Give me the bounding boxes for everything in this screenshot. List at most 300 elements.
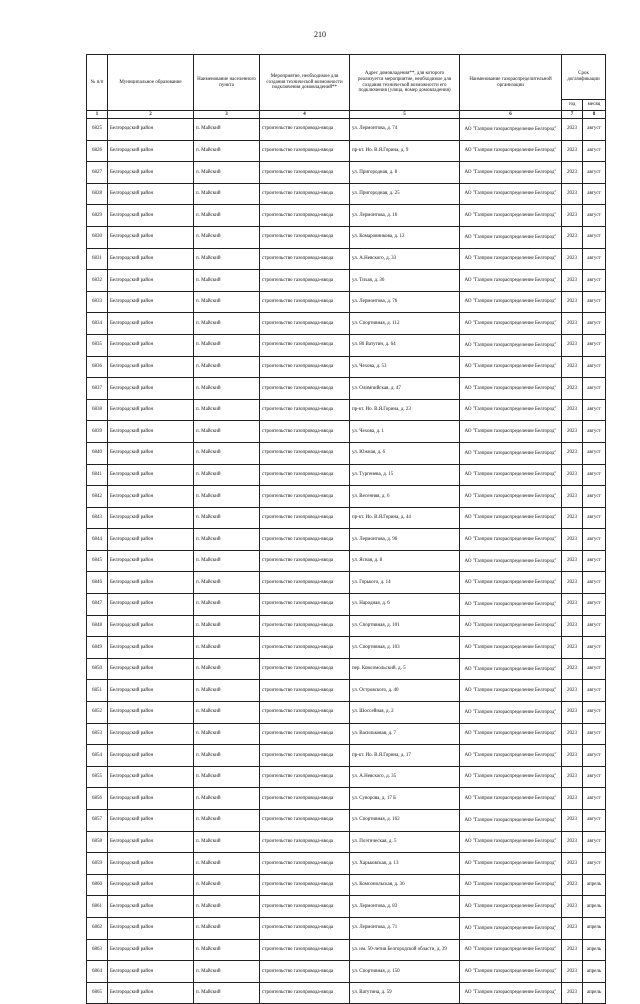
municipality-cell: Белгородский район <box>108 572 194 594</box>
measure-cell: строительство газопровода-ввода <box>260 550 350 572</box>
municipality-cell: Белгородский район <box>108 680 194 702</box>
address-cell: ул. Весенняя, д. 6 <box>350 486 460 508</box>
table-row <box>87 637 606 659</box>
org-cell: АО "Газпром газораспределение Белгород" <box>460 766 562 788</box>
address-cell: ул. Комаровникова, д. 12 <box>350 226 460 248</box>
row-number: 6847 <box>87 594 108 616</box>
settlement-cell: п. Майский <box>194 507 260 529</box>
month-cell: август <box>583 615 606 637</box>
settlement-cell: п. Майский <box>194 939 260 961</box>
year-cell: 2023 <box>562 723 583 745</box>
settlement-cell: п. Майский <box>194 248 260 270</box>
month-cell: август <box>583 334 606 356</box>
settlement-cell: п. Майский <box>194 313 260 335</box>
row-number: 6837 <box>87 378 108 400</box>
year-cell: 2023 <box>562 226 583 248</box>
measure-cell: строительство газопровода-ввода <box>260 486 350 508</box>
table-row <box>87 140 606 162</box>
month-cell: август <box>583 291 606 313</box>
org-cell: АО "Газпром газораспределение Белгород" <box>460 939 562 961</box>
org-cell: АО "Газпром газораспределение Белгород" <box>460 248 562 270</box>
year-cell: 2023 <box>562 917 583 939</box>
table-row <box>87 550 606 572</box>
municipality-cell: Белгородский район <box>108 399 194 421</box>
year-cell: 2023 <box>562 119 583 141</box>
measure-cell: строительство газопровода-ввода <box>260 205 350 227</box>
year-cell: 2023 <box>562 421 583 443</box>
address-cell: ул. Лермонтова, д. 83 <box>350 896 460 918</box>
measure-cell: строительство газопровода-ввода <box>260 896 350 918</box>
settlement-cell: п. Майский <box>194 421 260 443</box>
row-number: 6865 <box>87 982 108 1004</box>
address-cell: ул. им. 50-летия Белгородской области, д. 39 <box>350 939 460 961</box>
municipality-cell: Белгородский район <box>108 421 194 443</box>
row-number: 6851 <box>87 680 108 702</box>
month-cell: апрель <box>583 982 606 1004</box>
table-row <box>87 529 606 551</box>
municipality-cell: Белгородский район <box>108 442 194 464</box>
measure-cell: строительство газопровода-ввода <box>260 831 350 853</box>
org-cell: АО "Газпром газораспределение Белгород" <box>460 831 562 853</box>
address-cell: ул. Олимпийская, д. 47 <box>350 378 460 400</box>
year-cell: 2023 <box>562 680 583 702</box>
table-row <box>87 961 606 983</box>
address-cell: ул. Пригородная, д. 25 <box>350 183 460 205</box>
address-cell: ул. Шоссейная, д. 2 <box>350 702 460 724</box>
measure-cell: строительство газопровода-ввода <box>260 378 350 400</box>
address-cell: ул. А.Невского, д. 35 <box>350 766 460 788</box>
org-cell: АО "Газпром газораспределение Белгород" <box>460 140 562 162</box>
municipality-cell: Белгородский район <box>108 486 194 508</box>
table-row <box>87 896 606 918</box>
month-cell: август <box>583 378 606 400</box>
month-cell: август <box>583 399 606 421</box>
org-cell: АО "Газпром газораспределение Белгород" <box>460 723 562 745</box>
month-cell: август <box>583 745 606 767</box>
org-cell: АО "Газпром газораспределение Белгород" <box>460 896 562 918</box>
measure-cell: строительство газопровода-ввода <box>260 529 350 551</box>
month-cell: август <box>583 356 606 378</box>
year-cell: 2023 <box>562 486 583 508</box>
month-cell: апрель <box>583 896 606 918</box>
address-cell: ул. Комсомольская, д. 36 <box>350 874 460 896</box>
measure-cell: строительство газопровода-ввода <box>260 939 350 961</box>
month-cell: август <box>583 723 606 745</box>
settlement-cell: п. Майский <box>194 464 260 486</box>
measure-cell: строительство газопровода-ввода <box>260 291 350 313</box>
row-number: 6840 <box>87 442 108 464</box>
row-number: 6829 <box>87 205 108 227</box>
year-cell: 2023 <box>562 853 583 875</box>
address-cell: пер. Комсомольский, д. 5 <box>350 658 460 680</box>
year-cell: 2023 <box>562 183 583 205</box>
municipality-cell: Белгородский район <box>108 917 194 939</box>
settlement-cell: п. Майский <box>194 766 260 788</box>
header-year: год <box>562 100 583 111</box>
row-number: 6855 <box>87 766 108 788</box>
municipality-cell: Белгородский район <box>108 961 194 983</box>
year-cell: 2023 <box>562 334 583 356</box>
month-cell: август <box>583 486 606 508</box>
col-number: 8 <box>583 111 606 119</box>
municipality-cell: Белгородский район <box>108 334 194 356</box>
measure-cell: строительство газопровода-ввода <box>260 270 350 292</box>
year-cell: 2023 <box>562 140 583 162</box>
settlement-cell: п. Майский <box>194 874 260 896</box>
measure-cell: строительство газопровода-ввода <box>260 464 350 486</box>
settlement-cell: п. Майский <box>194 442 260 464</box>
municipality-cell: Белгородский район <box>108 507 194 529</box>
year-cell: 2023 <box>562 766 583 788</box>
org-cell: АО "Газпром газораспределение Белгород" <box>460 874 562 896</box>
header-measure: Мероприятие, необходимое для создания технической возможности подключения домовладений** <box>260 55 350 111</box>
org-cell: АО "Газпром газораспределение Белгород" <box>460 594 562 616</box>
header-settlement: Наименование населенного пункта <box>194 55 260 111</box>
table-row <box>87 939 606 961</box>
table-row <box>87 119 606 141</box>
col-number: 3 <box>194 111 260 119</box>
org-cell: АО "Газпром газораспределение Белгород" <box>460 961 562 983</box>
year-cell: 2023 <box>562 464 583 486</box>
year-cell: 2023 <box>562 594 583 616</box>
municipality-cell: Белгородский район <box>108 356 194 378</box>
org-cell: АО "Газпром газораспределение Белгород" <box>460 702 562 724</box>
table-row <box>87 248 606 270</box>
row-number: 6830 <box>87 226 108 248</box>
municipality-cell: Белгородский район <box>108 464 194 486</box>
row-number: 6832 <box>87 270 108 292</box>
municipality-cell: Белгородский район <box>108 248 194 270</box>
address-cell: ул. Лермонтова, д. 76 <box>350 291 460 313</box>
address-cell: ул. Народная, д. 6 <box>350 594 460 616</box>
municipality-cell: Белгородский район <box>108 291 194 313</box>
org-cell: АО "Газпром газораспределение Белгород" <box>460 205 562 227</box>
table-row <box>87 702 606 724</box>
table-row <box>87 399 606 421</box>
row-number: 6854 <box>87 745 108 767</box>
org-cell: АО "Газпром газораспределение Белгород" <box>460 615 562 637</box>
row-number: 6843 <box>87 507 108 529</box>
address-cell: ул. Пригородная, д. 8 <box>350 162 460 184</box>
org-cell: АО "Газпром газораспределение Белгород" <box>460 313 562 335</box>
settlement-cell: п. Майский <box>194 140 260 162</box>
row-number: 6860 <box>87 874 108 896</box>
measure-cell: строительство газопровода-ввода <box>260 356 350 378</box>
org-cell: АО "Газпром газораспределение Белгород" <box>460 291 562 313</box>
address-cell: ул. Васильковая, д. 7 <box>350 723 460 745</box>
year-cell: 2023 <box>562 745 583 767</box>
settlement-cell: п. Майский <box>194 788 260 810</box>
table-row <box>87 572 606 594</box>
month-cell: август <box>583 702 606 724</box>
table-row <box>87 723 606 745</box>
address-cell: пр-кт. Ио. В.Я.Горина, д. 17 <box>350 745 460 767</box>
year-cell: 2023 <box>562 961 583 983</box>
municipality-cell: Белгородский район <box>108 378 194 400</box>
col-number: 1 <box>87 111 108 119</box>
month-cell: август <box>583 205 606 227</box>
row-number: 6836 <box>87 356 108 378</box>
row-number: 6858 <box>87 831 108 853</box>
settlement-cell: п. Майский <box>194 486 260 508</box>
month-cell: август <box>583 248 606 270</box>
year-cell: 2023 <box>562 356 583 378</box>
row-number: 6828 <box>87 183 108 205</box>
municipality-cell: Белгородский район <box>108 982 194 1004</box>
org-cell: АО "Газпром газораспределение Белгород" <box>460 378 562 400</box>
table-row <box>87 658 606 680</box>
table-row <box>87 421 606 443</box>
address-cell: пр-кт. Ио. В.Я.Горина, д. 44 <box>350 507 460 529</box>
row-number: 6844 <box>87 529 108 551</box>
measure-cell: строительство газопровода-ввода <box>260 140 350 162</box>
address-cell: ул. Островского, д. 40 <box>350 680 460 702</box>
row-number: 6835 <box>87 334 108 356</box>
row-number: 6862 <box>87 917 108 939</box>
measure-cell: строительство газопровода-ввода <box>260 982 350 1004</box>
settlement-cell: п. Майский <box>194 162 260 184</box>
year-cell: 2023 <box>562 896 583 918</box>
municipality-cell: Белгородский район <box>108 119 194 141</box>
measure-cell: строительство газопровода-ввода <box>260 119 350 141</box>
month-cell: август <box>583 226 606 248</box>
row-number: 6839 <box>87 421 108 443</box>
month-cell: август <box>583 853 606 875</box>
table-row <box>87 291 606 313</box>
row-number: 6859 <box>87 853 108 875</box>
year-cell: 2023 <box>562 313 583 335</box>
measure-cell: строительство газопровода-ввода <box>260 421 350 443</box>
table-row <box>87 874 606 896</box>
address-cell: ул. Спортивная, д. 103 <box>350 637 460 659</box>
municipality-cell: Белгородский район <box>108 529 194 551</box>
org-cell: АО "Газпром газораспределение Белгород" <box>460 226 562 248</box>
municipality-cell: Белгородский район <box>108 270 194 292</box>
measure-cell: строительство газопровода-ввода <box>260 572 350 594</box>
row-number: 6826 <box>87 140 108 162</box>
municipality-cell: Белгородский район <box>108 702 194 724</box>
table-row <box>87 334 606 356</box>
org-cell: АО "Газпром газораспределение Белгород" <box>460 745 562 767</box>
year-cell: 2023 <box>562 572 583 594</box>
address-cell: ул. Ясная, д. 8 <box>350 550 460 572</box>
org-cell: АО "Газпром газораспределение Белгород" <box>460 421 562 443</box>
row-number: 6845 <box>87 550 108 572</box>
month-cell: апрель <box>583 874 606 896</box>
row-number: 6852 <box>87 702 108 724</box>
row-number: 6853 <box>87 723 108 745</box>
measure-cell: строительство газопровода-ввода <box>260 507 350 529</box>
month-cell: август <box>583 572 606 594</box>
settlement-cell: п. Майский <box>194 615 260 637</box>
month-cell: август <box>583 529 606 551</box>
measure-cell: строительство газопровода-ввода <box>260 313 350 335</box>
year-cell: 2023 <box>562 702 583 724</box>
year-cell: 2023 <box>562 205 583 227</box>
header-org: Наименование газораспределительной организации <box>460 55 562 111</box>
address-cell: ул. Южная, д. 6 <box>350 442 460 464</box>
address-cell: ул. Поэтическая, д. 5 <box>350 831 460 853</box>
org-cell: АО "Газпром газораспределение Белгород" <box>460 464 562 486</box>
year-cell: 2023 <box>562 831 583 853</box>
settlement-cell: п. Майский <box>194 637 260 659</box>
table-row <box>87 766 606 788</box>
month-cell: август <box>583 680 606 702</box>
col-number: 6 <box>460 111 562 119</box>
address-cell: ул. Тургенева, д. 15 <box>350 464 460 486</box>
settlement-cell: п. Майский <box>194 658 260 680</box>
address-cell: ул. Харьковская, д. 13 <box>350 853 460 875</box>
municipality-cell: Белгородский район <box>108 550 194 572</box>
measure-cell: строительство газопровода-ввода <box>260 248 350 270</box>
measure-cell: строительство газопровода-ввода <box>260 917 350 939</box>
settlement-cell: п. Майский <box>194 680 260 702</box>
table-row <box>87 162 606 184</box>
col-number: 5 <box>350 111 460 119</box>
address-cell: пр-кт. Ио. В.Я.Горина, д. 9 <box>350 140 460 162</box>
settlement-cell: п. Майский <box>194 745 260 767</box>
address-cell: ул. Тихая, д. 36 <box>350 270 460 292</box>
org-cell: АО "Газпром газораспределение Белгород" <box>460 334 562 356</box>
row-number: 6848 <box>87 615 108 637</box>
org-cell: АО "Газпром газораспределение Белгород" <box>460 853 562 875</box>
measure-cell: строительство газопровода-ввода <box>260 766 350 788</box>
header-address: Адрес домовладения**, для которого реализуется мероприятие, необходимое для создания технической возможности его подключения (улица, номер домовладения) <box>350 55 460 111</box>
month-cell: август <box>583 421 606 443</box>
municipality-cell: Белгородский район <box>108 810 194 832</box>
municipality-cell: Белгородский район <box>108 205 194 227</box>
address-cell: ул. Спортивная, д. 162 <box>350 810 460 832</box>
year-cell: 2023 <box>562 442 583 464</box>
org-cell: АО "Газпром газораспределение Белгород" <box>460 507 562 529</box>
month-cell: август <box>583 270 606 292</box>
year-cell: 2023 <box>562 982 583 1004</box>
table-row <box>87 270 606 292</box>
year-cell: 2023 <box>562 788 583 810</box>
address-cell: ул. Ватутина, д. 59 <box>350 982 460 1004</box>
row-number: 6846 <box>87 572 108 594</box>
settlement-cell: п. Майский <box>194 982 260 1004</box>
address-cell: ул. А.Невского, д. 33 <box>350 248 460 270</box>
month-cell: апрель <box>583 961 606 983</box>
table-row <box>87 313 606 335</box>
measure-cell: строительство газопровода-ввода <box>260 810 350 832</box>
measure-cell: строительство газопровода-ввода <box>260 334 350 356</box>
row-number: 6863 <box>87 939 108 961</box>
row-number: 6856 <box>87 788 108 810</box>
org-cell: АО "Газпром газораспределение Белгород" <box>460 356 562 378</box>
year-cell: 2023 <box>562 248 583 270</box>
month-cell: август <box>583 831 606 853</box>
org-cell: АО "Газпром газораспределение Белгород" <box>460 183 562 205</box>
measure-cell: строительство газопровода-ввода <box>260 788 350 810</box>
col-number: 4 <box>260 111 350 119</box>
address-cell: ул. Спортивная, д. 112 <box>350 313 460 335</box>
month-cell: август <box>583 788 606 810</box>
row-number: 6842 <box>87 486 108 508</box>
municipality-cell: Белгородский район <box>108 939 194 961</box>
settlement-cell: п. Майский <box>194 550 260 572</box>
org-cell: АО "Газпром газораспределение Белгород" <box>460 550 562 572</box>
month-cell: август <box>583 507 606 529</box>
municipality-cell: Белгородский район <box>108 615 194 637</box>
year-cell: 2023 <box>562 939 583 961</box>
table-row <box>87 917 606 939</box>
org-cell: АО "Газпром газораспределение Белгород" <box>460 442 562 464</box>
month-cell: август <box>583 313 606 335</box>
measure-cell: строительство газопровода-ввода <box>260 637 350 659</box>
municipality-cell: Белгородский район <box>108 745 194 767</box>
month-cell: август <box>583 594 606 616</box>
year-cell: 2023 <box>562 615 583 637</box>
municipality-cell: Белгородский район <box>108 637 194 659</box>
measure-cell: строительство газопровода-ввода <box>260 399 350 421</box>
org-cell: АО "Газпром газораспределение Белгород" <box>460 788 562 810</box>
settlement-cell: п. Майский <box>194 810 260 832</box>
table-row <box>87 464 606 486</box>
settlement-cell: п. Майский <box>194 572 260 594</box>
settlement-cell: п. Майский <box>194 226 260 248</box>
row-number: 6864 <box>87 961 108 983</box>
month-cell: август <box>583 766 606 788</box>
address-cell: пр-кт. Ио. В.Я.Горина, д. 23 <box>350 399 460 421</box>
address-cell: ул. Суворова, д. 17 Б <box>350 788 460 810</box>
org-cell: АО "Газпром газораспределение Белгород" <box>460 637 562 659</box>
measure-cell: строительство газопровода-ввода <box>260 853 350 875</box>
row-number: 6831 <box>87 248 108 270</box>
measure-cell: строительство газопровода-ввода <box>260 723 350 745</box>
table-row <box>87 205 606 227</box>
measure-cell: строительство газопровода-ввода <box>260 594 350 616</box>
measure-cell: строительство газопровода-ввода <box>260 658 350 680</box>
month-cell: август <box>583 183 606 205</box>
month-cell: апрель <box>583 939 606 961</box>
year-cell: 2023 <box>562 270 583 292</box>
table-row <box>87 680 606 702</box>
row-number: 6827 <box>87 162 108 184</box>
settlement-cell: п. Майский <box>194 594 260 616</box>
settlement-cell: п. Майский <box>194 896 260 918</box>
settlement-cell: п. Майский <box>194 831 260 853</box>
measure-cell: строительство газопровода-ввода <box>260 615 350 637</box>
row-number: 6849 <box>87 637 108 659</box>
year-cell: 2023 <box>562 507 583 529</box>
municipality-cell: Белгородский район <box>108 788 194 810</box>
year-cell: 2023 <box>562 637 583 659</box>
org-cell: АО "Газпром газораспределение Белгород" <box>460 119 562 141</box>
settlement-cell: п. Майский <box>194 378 260 400</box>
header-term: Срок догазификации <box>562 55 606 100</box>
year-cell: 2023 <box>562 378 583 400</box>
address-cell: ул. Лермонтова, д. 71 <box>350 917 460 939</box>
gasification-table <box>86 54 606 1004</box>
settlement-cell: п. Майский <box>194 853 260 875</box>
org-cell: АО "Газпром газораспределение Белгород" <box>460 810 562 832</box>
settlement-cell: п. Майский <box>194 356 260 378</box>
org-cell: АО "Газпром газораспределение Белгород" <box>460 572 562 594</box>
month-cell: апрель <box>583 917 606 939</box>
month-cell: август <box>583 464 606 486</box>
org-cell: АО "Газпром газораспределение Белгород" <box>460 270 562 292</box>
municipality-cell: Белгородский район <box>108 766 194 788</box>
table-row <box>87 853 606 875</box>
table-row <box>87 594 606 616</box>
row-number: 6833 <box>87 291 108 313</box>
municipality-cell: Белгородский район <box>108 723 194 745</box>
municipality-cell: Белгородский район <box>108 896 194 918</box>
settlement-cell: п. Майский <box>194 702 260 724</box>
measure-cell: строительство газопровода-ввода <box>260 874 350 896</box>
